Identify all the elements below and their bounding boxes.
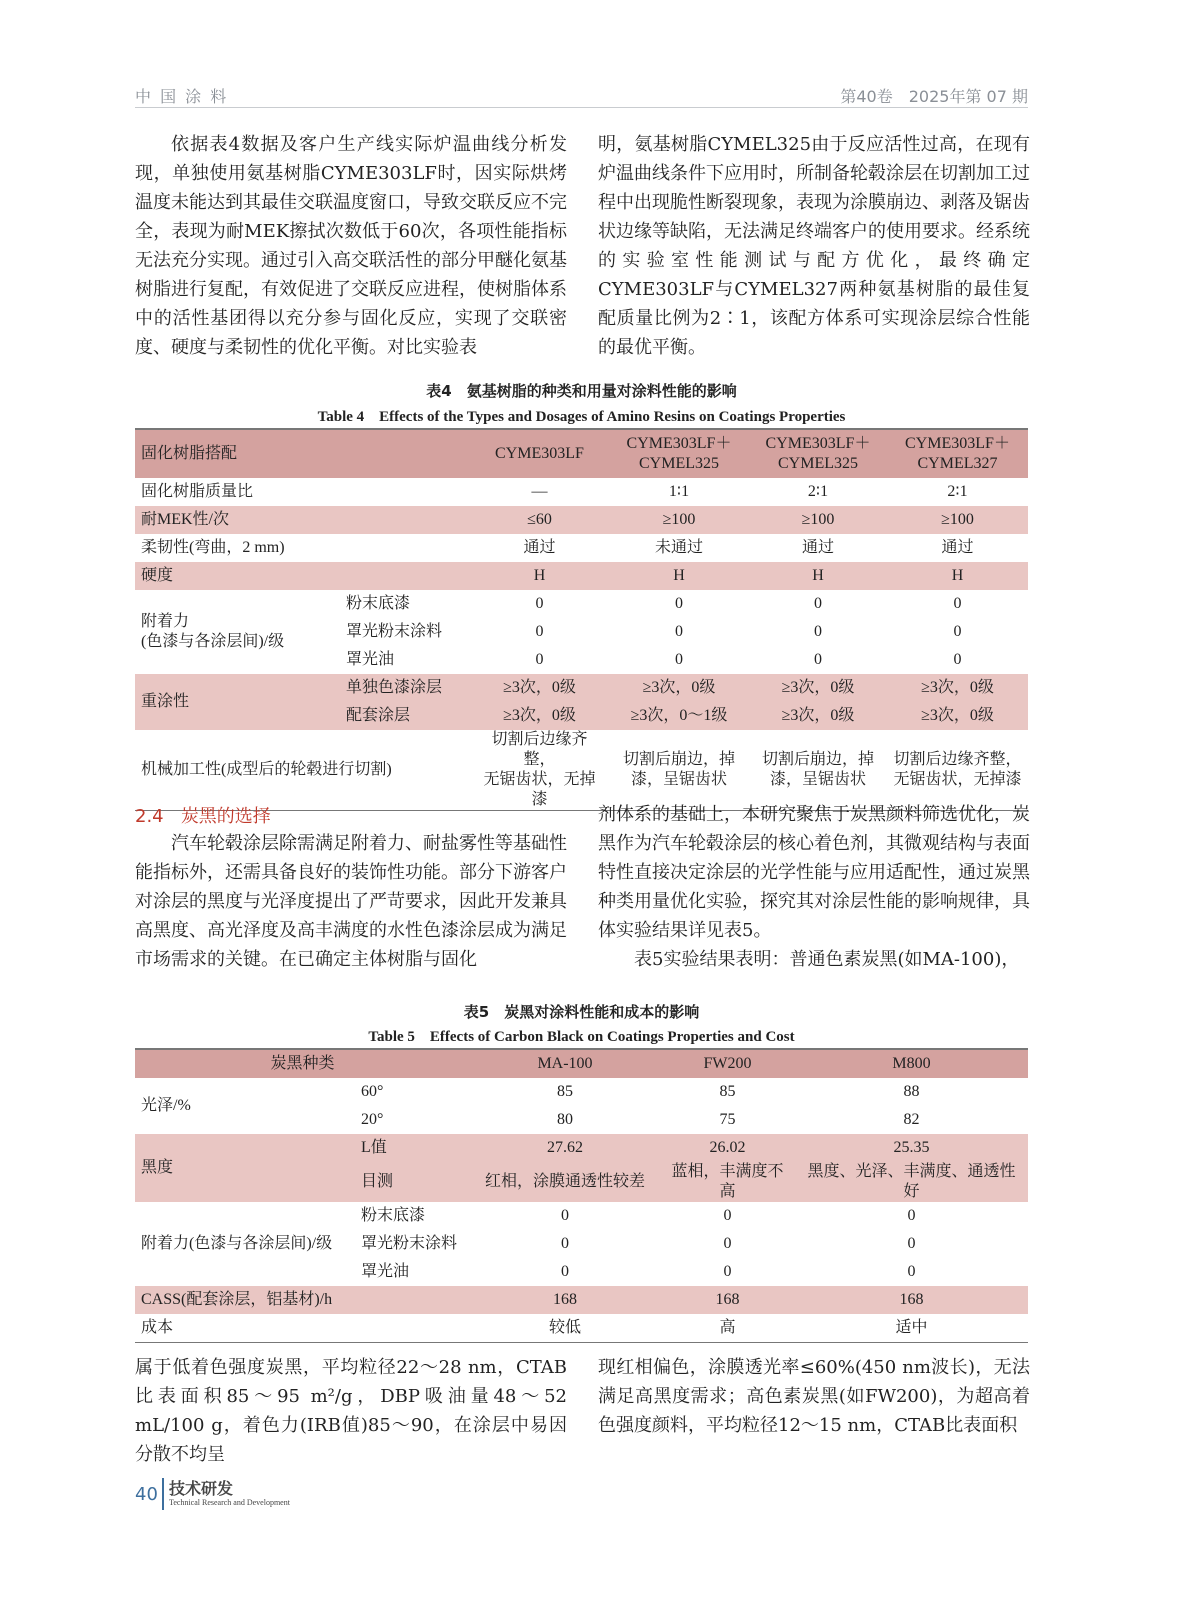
row-sublabel: 目测 [355, 1162, 470, 1202]
table-cell: 0 [907, 1235, 916, 1252]
table-cell: 未通过 [654, 539, 703, 556]
column-header: CYME303LF [470, 429, 609, 478]
column-header: CYME303LF＋ CYMEL325 [609, 429, 749, 478]
table-cell: 0 [535, 623, 544, 640]
table-cell: 88 [903, 1083, 920, 1100]
table-cell: 0 [675, 623, 683, 640]
row-sublabel: 罩光油 [361, 1263, 410, 1280]
row-sublabel: 罩光粉末涂料 [361, 1235, 458, 1252]
paragraph-bottom-right: 现红相偏色，涂膜透光率≤60%(450 nm波长)，无法满足高黑度需求；高色素炭黑(如FW200)，为超高着色强度颜料，平均粒径12～15 nm，CTAB比表面积 [598, 1357, 1030, 1436]
table-cell: 26.02 [660, 1134, 795, 1162]
table-row [135, 478, 1028, 506]
table-header-row [135, 429, 1028, 478]
column-header: MA-100 [470, 1049, 660, 1078]
table-cell: 80 [557, 1111, 573, 1128]
table-row [135, 506, 1028, 534]
table-cell: 27.62 [470, 1134, 660, 1162]
table-cell: 0 [675, 651, 683, 668]
issue-info: 第40卷 2025年第 07 期 [840, 87, 1028, 106]
table5 [135, 1048, 1028, 1343]
row-label: 附着力(色漆与各涂层间)/级 [141, 1235, 333, 1252]
table4 [135, 428, 1028, 811]
column-header: CYME303LF＋ CYMEL325 [749, 429, 887, 478]
table-cell: 0 [814, 623, 822, 640]
table-row [135, 1314, 1028, 1343]
row-label: 固化树脂质量比 [141, 483, 254, 500]
table5-caption-zh: 表5 炭黑对涂料性能和成本的影响 [463, 1003, 700, 1021]
footer-section-en: Technical Research and Development [169, 1498, 290, 1507]
paragraph-mid-left: 汽车轮毂涂层除需满足附着力、耐盐雾性等基础性能指标外，还需具备良好的装饰性功能。部分下游客户对涂层的黑度与光泽度提出了严苛要求，因此开发兼具高黑度、高光泽度及高丰满度的水性色漆涂层成为满足市场需求的关键。在已确定主体树脂与固化 [135, 833, 567, 970]
table-cell: 切割后边缘齐整， 无锯齿状，无掉漆 [483, 731, 596, 808]
paragraph-mid-right: 剂体系的基础上，本研究聚焦于炭黑颜料筛选优化，炭黑作为汽车轮毂涂层的核心着色剂，其微观结构与表面特性直接决定涂层的光学性能与应用适配性，通过炭黑种类用量优化实验，探究其对涂层性能的影响规律，具体实验结果详见表5。 表5实验结果表明：普通色素炭黑(如MA-100)， [598, 804, 1030, 970]
section-heading: 2.4 炭黑的选择 [135, 806, 271, 827]
paragraph-top-left: 依据表4数据及客户生产线实际炉温曲线分析发现，单独使用氨基树脂CYME303LF时，因实际烘烤温度未能达到其最佳交联温度窗口，导致交联反应不完全，表现为耐MEK擦拭次数低于60次，各项性能指标无法充分实现。通过引入高交联活性的部分甲醚化氨基树脂进行复配，有效促进了交联反应进程，使树脂体系中的活性基团得以充分参与固化反应，实现了交联密度、硬度与柔韧性的优化平衡。对比实验表 [135, 134, 567, 358]
row-sublabel: 粉末底漆 [361, 1207, 426, 1224]
table-cell: 0 [814, 595, 822, 612]
table-cell: 0 [723, 1235, 732, 1252]
table-row [135, 534, 1028, 562]
row-label: CASS(配套涂层，铝基材)/h [135, 1286, 470, 1314]
table-cell: 通过 [941, 539, 974, 556]
table-cell: 0 [953, 651, 962, 668]
row-sublabel: L值 [355, 1134, 470, 1162]
paragraph-top-right: 明，氨基树脂CYMEL325由于反应活性过高，在现有炉温曲线条件下应用时，所制备轮毂涂层在切割加工过程中出现脆性断裂现象，表现为涂膜崩边、剥落及锯齿状边缘等缺陷，无法满足终端客户的使用要求。经系统的实验室性能测试与配方优化，最终确定CYME303LF与CYMEL327两种氨基树脂的最佳复配质量比例为2∶1，该配方体系可实现涂层综合性能的最优平衡。 [598, 134, 1030, 358]
column-header: CYME303LF＋ CYMEL327 [887, 429, 1028, 478]
table-cell: 0 [675, 595, 683, 612]
table-cell: 82 [903, 1111, 920, 1128]
table-cell: ≥100 [609, 506, 749, 534]
row-label: 机械加工性(成型后的轮毂进行切割) [141, 761, 392, 778]
table-cell: 1∶1 [668, 483, 690, 500]
row-label: 成本 [141, 1319, 174, 1336]
table-cell: ≥3次，0级 [887, 674, 1028, 702]
row-label: 附着力 (色漆与各涂层间)/级 [141, 613, 285, 650]
table-cell: ≥100 [887, 506, 1028, 534]
row-sublabel: 配套涂层 [340, 702, 470, 730]
table-cell: ≥3次，0～1级 [609, 702, 749, 730]
table-cell: 通过 [523, 539, 556, 556]
row-label: 重涂性 [135, 674, 340, 730]
row-label: 黑度 [135, 1134, 355, 1202]
table-cell: 高 [719, 1319, 736, 1336]
table4-caption-zh: 表4 氨基树脂的种类和用量对涂料性能的影响 [426, 382, 737, 400]
table-row [135, 1134, 1028, 1162]
table5-caption-en: Table 5 Effects of Carbon Black on Coatings Properties and Cost [368, 1029, 795, 1045]
table-row [135, 562, 1028, 590]
column-header: 固化树脂搭配 [135, 429, 470, 478]
table-cell: 0 [723, 1263, 732, 1280]
column-header: M800 [795, 1049, 1028, 1078]
journal-name: 中 国 涂 料 [135, 87, 229, 106]
table-cell: 黑度、光泽、丰满度、通透性好 [795, 1162, 1028, 1202]
table-cell: 85 [557, 1083, 573, 1100]
table-cell: — [531, 483, 548, 500]
table-cell: 0 [953, 595, 962, 612]
table-cell: 蓝相，丰满度不高 [660, 1162, 795, 1202]
table-cell: 2∶1 [807, 483, 829, 500]
table-row [135, 1286, 1028, 1314]
table-cell: 适中 [895, 1319, 928, 1336]
table-cell: 0 [723, 1207, 732, 1224]
table-cell: H [470, 562, 609, 590]
table-cell: ≥3次，0级 [470, 674, 609, 702]
header-divider [135, 107, 1028, 108]
table-cell: 0 [907, 1207, 916, 1224]
column-header: FW200 [660, 1049, 795, 1078]
row-sublabel: 单独色漆涂层 [340, 674, 470, 702]
table-cell: 25.35 [795, 1134, 1028, 1162]
row-sublabel: 罩光粉末涂料 [346, 623, 443, 640]
row-sublabel: 粉末底漆 [346, 595, 411, 612]
table-cell: ≤60 [470, 506, 609, 534]
page-number: 40 [135, 1484, 158, 1505]
row-sublabel: 60° [361, 1083, 384, 1100]
table-cell: ≥3次，0级 [749, 702, 887, 730]
row-sublabel: 20° [361, 1111, 384, 1128]
table-cell: ≥3次，0级 [609, 674, 749, 702]
row-sublabel: 罩光油 [346, 651, 395, 668]
table-row [135, 590, 1028, 618]
row-label: 柔韧性(弯曲，2 mm) [141, 539, 285, 556]
table-cell: ≥3次，0级 [749, 674, 887, 702]
table-row [135, 1078, 1028, 1106]
table-row [135, 730, 1028, 811]
table-cell: 0 [561, 1235, 569, 1252]
table-cell: 0 [561, 1263, 569, 1280]
row-label: 光泽/% [141, 1097, 191, 1114]
table-cell: 0 [535, 651, 544, 668]
table4-caption-en: Table 4 Effects of the Types and Dosages of Amino Resins on Coatings Properties [317, 409, 846, 425]
table-cell: 0 [907, 1263, 916, 1280]
table-cell: 2∶1 [947, 483, 968, 500]
table-cell: 0 [953, 623, 962, 640]
table-cell: 切割后边缘齐整， 无锯齿状，无掉漆 [893, 751, 1022, 788]
table-cell: ≥3次，0级 [470, 702, 609, 730]
table-cell: 0 [535, 595, 544, 612]
table-cell: 168 [660, 1286, 795, 1314]
footer-divider [162, 1478, 164, 1510]
column-header: 炭黑种类 [135, 1049, 470, 1078]
table-cell: 通过 [801, 539, 834, 556]
table-cell: 168 [795, 1286, 1028, 1314]
footer-section-zh: 技术研发 [169, 1479, 234, 1498]
table-cell: 85 [719, 1083, 736, 1100]
table-cell: 切割后崩边，掉 漆，呈锯齿状 [622, 751, 735, 788]
table-cell: 75 [719, 1111, 736, 1128]
table-cell: 较低 [548, 1319, 581, 1336]
table-cell: H [609, 562, 749, 590]
row-label: 耐MEK性/次 [135, 506, 470, 534]
table-cell: ≥100 [749, 506, 887, 534]
row-label: 硬度 [135, 562, 470, 590]
paragraph-bottom-left: 属于低着色强度炭黑，平均粒径22～28 nm，CTAB比表面积85～95 m²/g，DBP吸油量48～52 mL/100 g，着色力(IRB值)85～90，在涂层中易因分散不均呈 [135, 1357, 567, 1465]
table-cell: 0 [561, 1207, 569, 1224]
table-row [135, 674, 1028, 702]
table-header-row [135, 1049, 1028, 1078]
table-cell: ≥3次，0级 [887, 702, 1028, 730]
table-cell: 红相，涂膜通透性较差 [470, 1162, 660, 1202]
table-cell: 0 [814, 651, 822, 668]
table-row [135, 1202, 1028, 1230]
table-cell: 168 [470, 1286, 660, 1314]
table-cell: H [749, 562, 887, 590]
table-cell: H [887, 562, 1028, 590]
table-cell: 切割后崩边，掉 漆，呈锯齿状 [761, 751, 874, 788]
